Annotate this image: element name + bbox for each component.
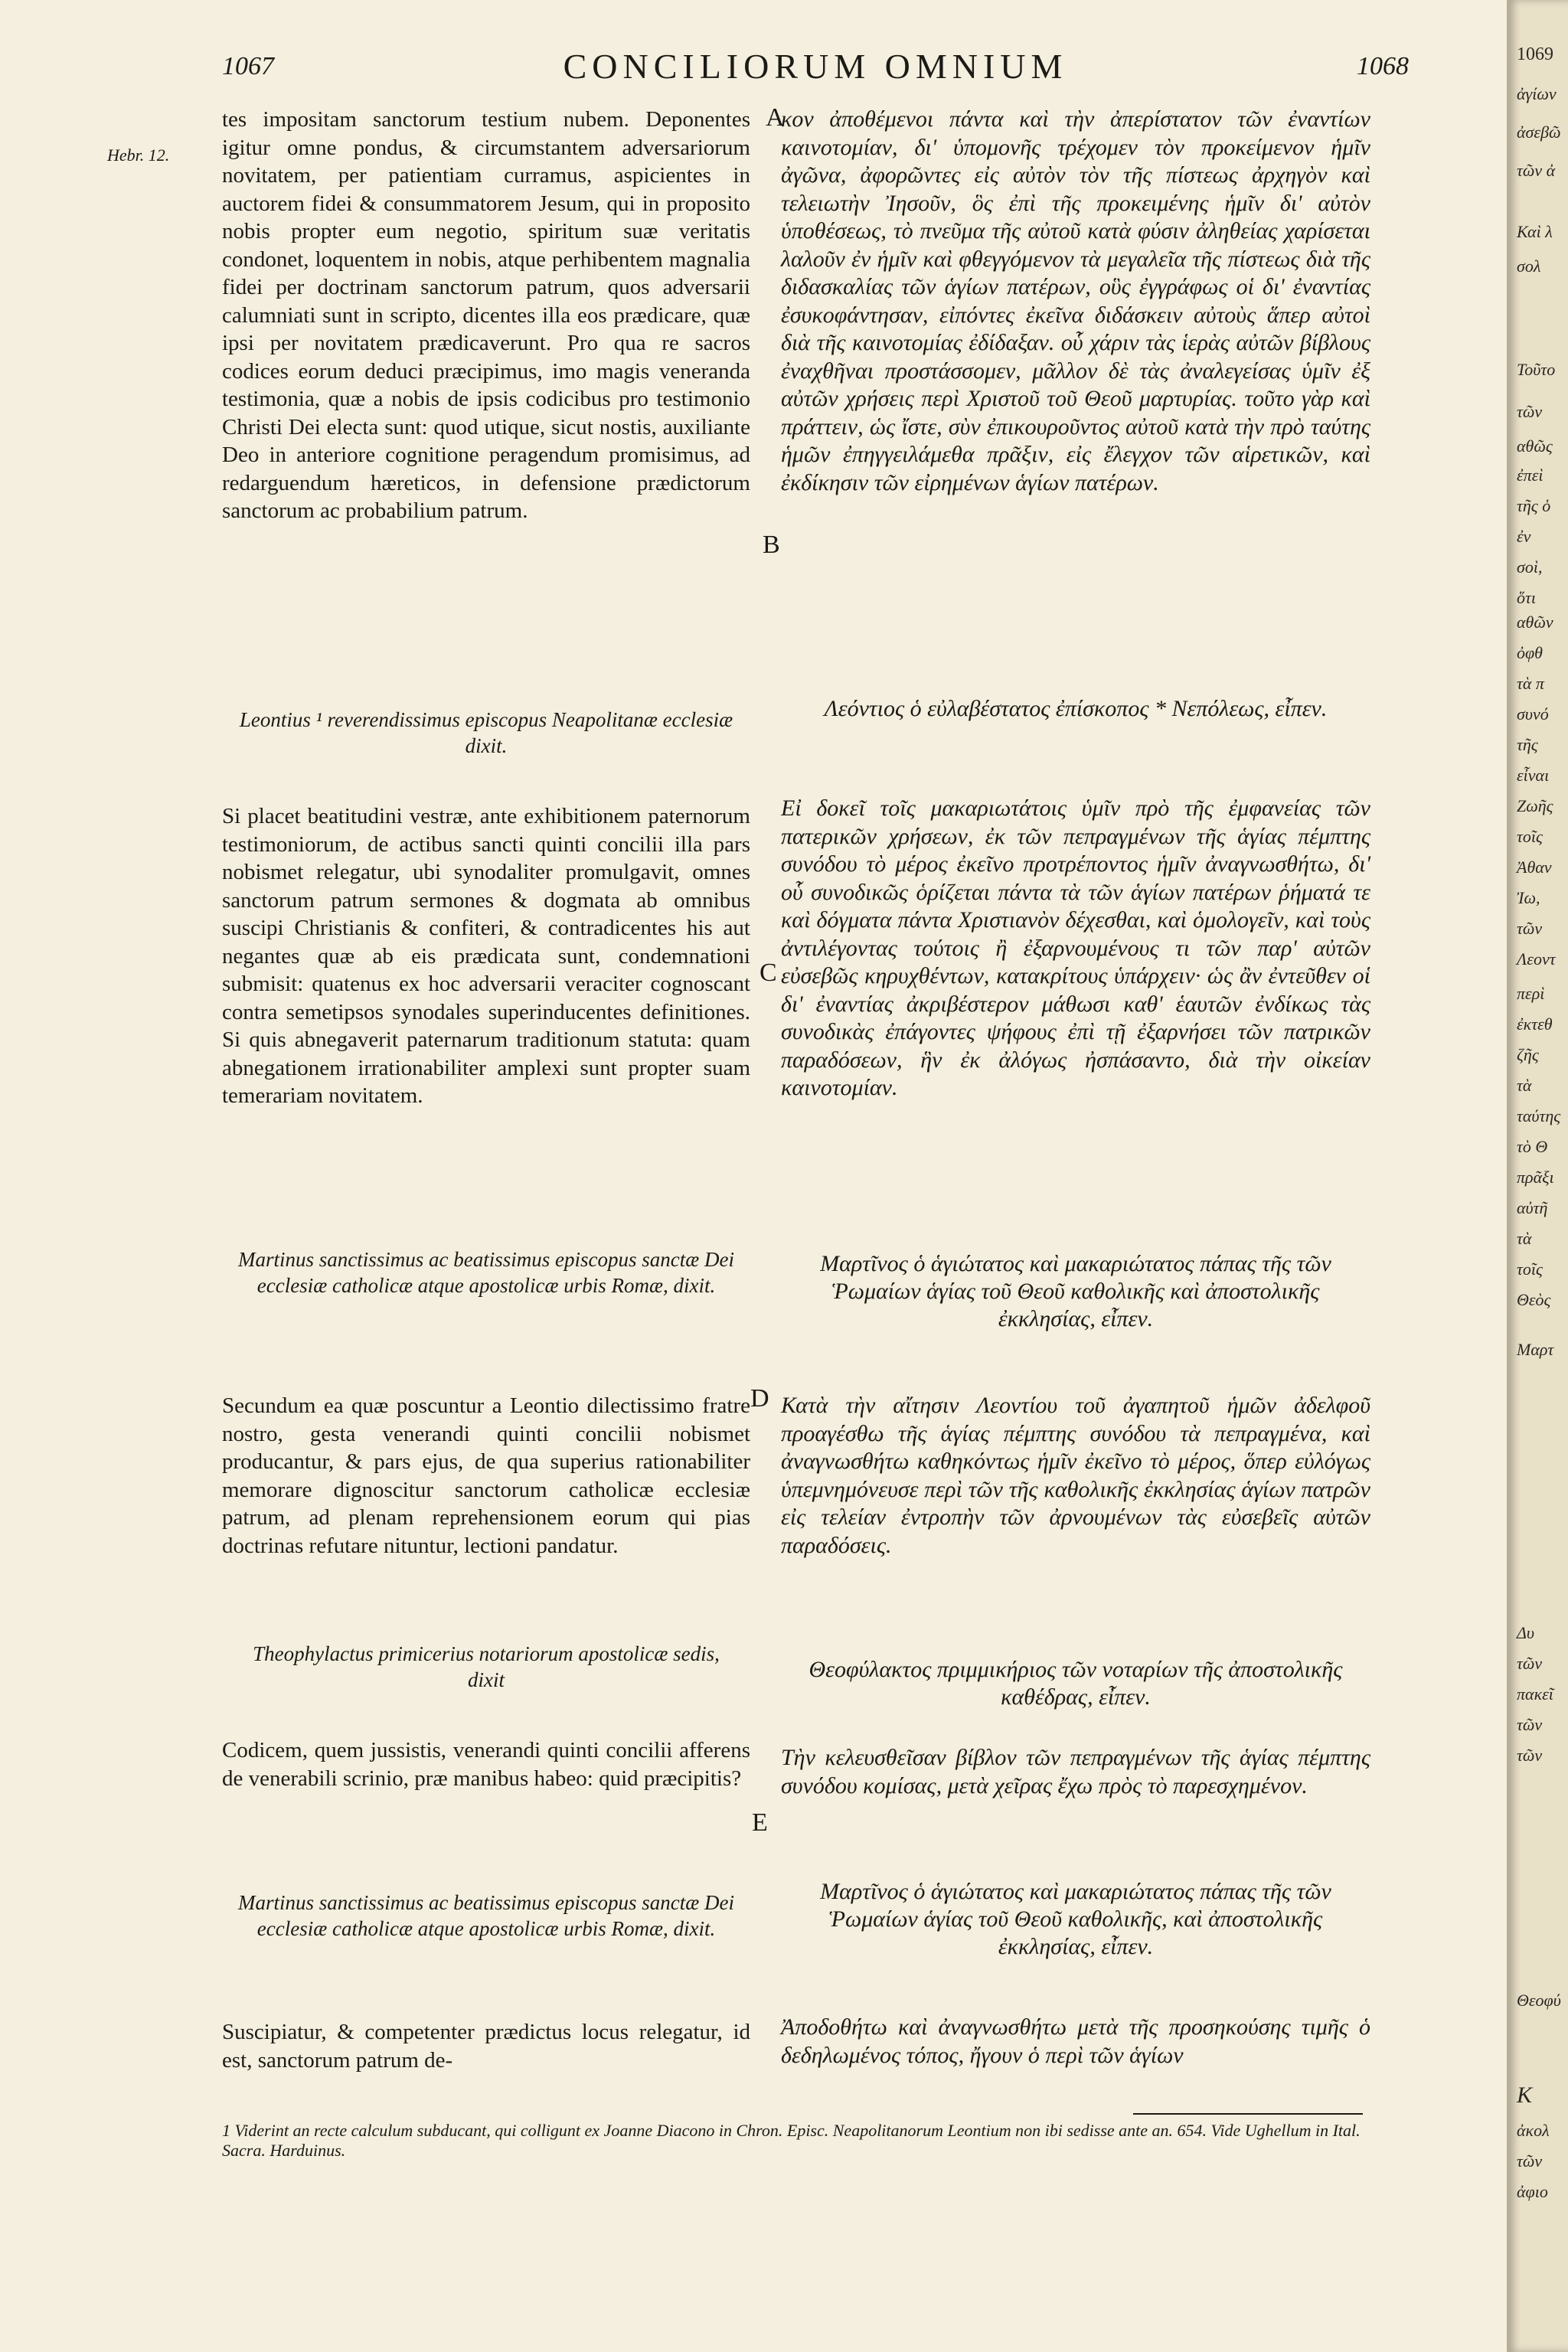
next-page-fragment: τὸ Θ	[1517, 1137, 1548, 1156]
running-title: CONCILIORUM OMNIUM	[563, 47, 1068, 86]
next-page-fragment: τῶν	[1517, 1715, 1543, 1734]
next-page-fragment: Θεοφύ	[1517, 1991, 1561, 2010]
next-page-fragment: Λεοντ	[1517, 949, 1556, 969]
next-page-fragment: τοῖς	[1517, 827, 1543, 846]
next-page-edge	[1507, 0, 1568, 2352]
section-marker-d: D	[750, 1384, 769, 1413]
latin-paragraph-5: Suscipiatur, & competenter prædictus locus relegatur, id est, sanctorum patrum de-	[222, 2020, 750, 2073]
next-page-number: 1069	[1517, 44, 1553, 64]
greek-paragraph-2: Εἰ δοκεῖ τοῖς μακαριωτάτοις ὑμῖν πρὸ τῆς ἐμφανείας τῶν πατερικῶν χρήσεων, ἐκ τῶν πεπραγμένων τῆς ἁγίας πέμπτης συνόδου τὸ μέρος ἐκεῖνο προτρέποντος ἡμῖν ἀναγνωσθήτω, δι' οὗ συνοδικῶς ὁρίζεται πάντα τὰ τῶν ἁγίων πατέρων ῥήματά τε καὶ δόγματα πάντα Χριστιανὸν δέχεσθαι, καὶ ὁμολογεῖν, καὶ τοὺς ἀντιλέγοντας τούτοις ἢ ἐξαρνουμένους τι τῶν παρ' αὐτῶν εὐσεβῶς κηρυχθέντων, κατακρίτους ὑπάρχειν· ὡς ἂν ἐντεῦθεν οἱ δι' ἐναντίας ἀκριβέστερον μάθωσι καθ' ἑαυτῶν ἐνδίκως τὰς συνοδικὰς ἐπάγοντες ψήφους ἐπὶ τῇ ἐξαρνήσει τῶν πατρικῶν παραδόσεων, ἣν ἐκ ἀλόγως ἠσπάσαντο, διὰ τὴν οἰκείαν καινοτομίαν.	[781, 795, 1370, 1100]
next-page-fragment: τῶν	[1517, 1654, 1543, 1673]
next-page-fragment: αθῶς	[1517, 436, 1553, 456]
page-header	[222, 46, 1409, 100]
greek-heading-leontius: Λεόντιος ὁ εὐλαβέστατος ἐπίσκοπος * Νεπόλεως, εἶπεν.	[824, 696, 1328, 721]
latin-paragraph-2: Si placet beatitudini vestræ, ante exhibitionem paternorum testimoniorum, de actibus sancti quinti concilii illa pars nobismet relegatur, ubi synodaliter promulgavit, omnes sanctorum patrum sermones & dogmata ab omnibus suscipi Christianis & confiteri, & contradicentes his aut negantes quæ ab eis prædicata sunt, condemnationi submisit: quatenus ex hoc adversarii veraciter cognoscant contra semetipsos synodales superinducentes definitiones. Si quis abnegaverit paternarum traditionum statuta: quam abnegationem irrationabiliter amplexi sunt propter suam temerariam novitatem.	[222, 804, 750, 1108]
next-page-fragment: Ζωῆς	[1517, 796, 1553, 815]
margin-note-hebr: Hebr. 12.	[107, 145, 170, 165]
next-page-fragment: τὰ	[1517, 1076, 1532, 1095]
latin-paragraph-3: Secundum ea quæ poscuntur a Leontio dilectissimo fratre nostro, gesta venerandi quinti concilii nobismet producantur, & pars ejus, de qua superius rationabiliter memorare dignoscitur sanctorum catholicæ ecclesiæ patrum, ad plenam reprehensionem eorum qui pias doctrinas refutare nituntur, lectioni pandatur.	[222, 1393, 750, 1558]
next-page-fragment: Κ	[1517, 2082, 1533, 2108]
next-page-fragment: τῶν	[1517, 402, 1543, 421]
next-page-fragment: ἀσεβῶ	[1517, 122, 1561, 142]
latin-heading-martinus-1: Martinus sanctissimus ac beatissimus episcopus sanctæ Dei ecclesiæ catholicæ atque apostolicæ urbis Romæ, dixit.	[238, 1248, 734, 1297]
next-page-fragment: Τοῦτο	[1517, 360, 1556, 379]
next-page-fragment: ἀκολ	[1517, 2121, 1550, 2140]
next-page-fragment: ἐκτεθ	[1517, 1014, 1553, 1034]
latin-paragraph-4: Codicem, quem jussistis, venerandi quinti concilii afferens de venerabili scrinio, præ manibus habeo: quid præcipitis?	[222, 1738, 750, 1791]
next-page-fragment: ὅτι	[1517, 588, 1536, 607]
latin-heading-theophylactus: Theophylactus primicerius notariorum apostolicæ sedis, dixit	[253, 1642, 720, 1691]
footnote: 1 Viderint an recte calculum subducant, qui colligunt ex Joanne Diacono in Chron. Episc. Neapolitanorum Leontium non ibi sedisse ante an. 654. Vide Ughellum in Ital. Sacra. Harduinus.	[222, 2121, 1361, 2160]
next-page-fragment: σολ	[1517, 256, 1541, 276]
next-page-fragment: εἶναι	[1517, 766, 1550, 785]
greek-heading-martinus-1: Μαρτῖνος ὁ ἁγιώτατος καὶ μακαριώτατος πάπας τῆς τῶν Ῥωμαίων ἁγίας τοῦ Θεοῦ καθολικῆς καὶ ἀποστολικῆς ἐκκλησίας, εἶπεν.	[820, 1251, 1331, 1331]
next-page-fragment: ζῆς	[1517, 1045, 1539, 1064]
next-page-fragment: αὐτῆ	[1517, 1198, 1548, 1217]
next-page-fragment: τὰ	[1517, 1229, 1532, 1248]
greek-paragraph-3: Κατὰ τὴν αἴτησιν Λεοντίου τοῦ ἀγαπητοῦ ἡμῶν ἀδελφοῦ προαγέσθω τῆς ἁγίας πέμπτης συνόδου τὰ πεπραγμένα, καὶ ἀναγνωσθήτω καθηκόντως ἡμῖν ἐκεῖνο τὸ μέρος, ὅπερ εὐλόγως ὑπεμνημόνευσε περὶ τῶν τῆς καθολικῆς ἐκκλησίας ἁγίων πατρῶν εἰς τελείαν ἐντροπὴν τῶν ἀρνουμένων τὰς εὐσεβεῖς αὐτῶν παραδόσεις.	[781, 1393, 1370, 1558]
page-number-left: 1067	[222, 52, 274, 80]
next-page-fragment: Ἀθαν	[1517, 858, 1552, 877]
next-page-fragment: τῆς ὁ	[1517, 496, 1551, 515]
next-page-fragment: ὀφθ	[1517, 643, 1543, 662]
next-page-fragment: Καὶ λ	[1517, 222, 1553, 241]
latin-heading-martinus-2: Martinus sanctissimus ac beatissimus episcopus sanctæ Dei ecclesiæ catholicæ atque apostolicæ urbis Romæ, dixit.	[238, 1891, 734, 1940]
next-page-fragment: τῶν ἀ	[1517, 161, 1556, 180]
section-marker-b: B	[763, 531, 780, 559]
section-marker-c: C	[760, 959, 777, 987]
next-page-fragment: πακεῖ	[1517, 1684, 1553, 1704]
greek-paragraph-5: Ἀποδοθήτω καὶ ἀναγνωσθήτω μετὰ τῆς προσηκούσης τιμῆς ὁ δεδηλωμένος τόπος, ἤγουν ὁ περὶ τῶν ἁγίων	[781, 2014, 1370, 2068]
next-page-fragment: ἀγίων	[1517, 84, 1557, 103]
next-page-fragment: τῶν	[1517, 2151, 1543, 2171]
footnote-rule	[1133, 2113, 1363, 2115]
section-marker-a: A	[766, 103, 785, 132]
next-page-fragment: Μαρτ	[1517, 1340, 1554, 1359]
section-marker-e: E	[752, 1808, 768, 1837]
next-page-fragment: συνό	[1517, 704, 1549, 724]
next-page-fragment: ἐπεὶ	[1517, 466, 1544, 485]
next-page-fragment: Θεὸς	[1517, 1290, 1551, 1309]
next-page-fragment: τῆς	[1517, 735, 1538, 754]
next-page-fragment: ἐν	[1517, 527, 1531, 546]
greek-paragraph-1: κον ἀποθέμενοι πάντα καὶ τὴν ἀπερίστατον τῶν ἐναντίων καινοτομίαν, δι' ὑπομονῆς τρέχομεν τὸν προκείμενον ἡμῖν ἀγῶνα, ἀφορῶντες εἰς αὐτὸν τὸν τῆς πίστεως ἀρχηγὸν καὶ τελειωτὴν Ἰησοῦν, ὃς ἐπὶ τῆς προκειμένης ἡμῖν δι' αὐτὸν ὑποθέσεως, τὸ πνεῦμα τῆς αὐτοῦ κατὰ φύσιν ἀληθείας χαρίσεται λαλοῦν ἐν ἡμῖν καὶ φθεγγόμενον τὰ μεγαλεῖα τῆς πίστεως διὰ τῆς διδασκαλίας τῶν ἁγίων πατέρων, οὓς ἐγγράφως οἱ δι' ἐναντίας ἐσυκοφάντησαν, εἰπόντες ἐκεῖνα διδάσκειν αὐτοὺς ἅπερ αὐτοὶ διὰ τῆς καινοτομίας ἐδίδαξαν. οὗ χάριν τὰς ἱερὰς αὐτῶν βίβλους ἐναχθῆναι προστάσσομεν, μᾶλλον δὲ τὰς ἀναλεγείσας ὑμῖν ἐξ αὐτῶν χρήσεις περὶ Χριστοῦ τοῦ Θεοῦ μαρτυρίας. τοῦτο γὰρ καὶ πράττειν, ὡς ἴστε, σὺν ἐπικουροῦντος αὐτοῦ κατὰ τὴν πρὸ ταύτης ἡμῶν ἐπηγγειλάμεθα πρᾶξιν, εἰς ἔλεγχον τῶν αἱρετικῶν, καὶ ἐκδίκησιν τῶν εἰρημένων ἁγίων πατέρων.	[781, 106, 1370, 495]
next-page-fragment: πρᾶξι	[1517, 1168, 1554, 1187]
next-page-fragment: ταύτης	[1517, 1106, 1561, 1125]
next-page-fragment: τὰ π	[1517, 674, 1544, 693]
next-page-fragment: αθῶν	[1517, 612, 1553, 632]
greek-heading-theophylactus: Θεοφύλακτος πριμμικήριος τῶν νοταρίων τῆς ἀποστολικῆς καθέδρας, εἶπεν.	[808, 1657, 1343, 1710]
latin-paragraph-1: tes impositam sanctorum testium nubem. Deponentes igitur omne pondus, & circumstantem adversariorum novitatem, per patientiam curramus, aspicientes in auctorem fidei & consummatorem Jesum, qui in proposito nobis propter eum negotio, spiritum suæ veritatis condonet, loquentem in nobis, atque perhibentem magnalia fidei per doctrinam sanctorum patrum, quos adversarii calumniati sunt in scripto, dicentes illa eos prædicare, quæ ipsi per novitatem prædicaverunt. Pro qua re sacros codices eorum deduci præcipimus, imo magis veneranda testimonia, quæ a nobis de ipsis codicibus pro testimonio Christi Dei electa sunt: quod utique, sicut nostis, auxiliante Deo in anteriore cognitione peragendum promisimus, ad redarguendum hæreticos, in defensione prædictorum sanctorum ac probabilium patrum.	[222, 107, 750, 523]
greek-paragraph-4: Τὴν κελευσθεῖσαν βίβλον τῶν πεπραγμένων τῆς ἁγίας πέμπτης συνόδου κομίσας, μετὰ χεῖρας ἔχω πρὸς τὸ παρεσχημένον.	[781, 1745, 1370, 1798]
latin-heading-leontius: Leontius ¹ reverendissimus episcopus Neapolitanæ ecclesiæ dixit.	[239, 708, 733, 757]
next-page-fragment: τῶν	[1517, 919, 1543, 938]
next-page-fragment: περὶ	[1517, 984, 1545, 1003]
next-page-fragment: τῶν	[1517, 1746, 1543, 1765]
page-number-right: 1068	[1357, 52, 1409, 80]
next-page-fragment: τοῖς	[1517, 1259, 1543, 1279]
next-page-fragment: Δυ	[1517, 1623, 1535, 1642]
next-page-fragment: σοὶ,	[1517, 557, 1543, 577]
greek-heading-martinus-2: Μαρτῖνος ὁ ἁγιώτατος καὶ μακαριώτατος πάπας τῆς τῶν Ῥωμαίων ἁγίας τοῦ Θεοῦ καθολικῆς, καὶ ἀποστολικῆς ἐκκλησίας, εἶπεν.	[820, 1879, 1331, 1959]
next-page-fragment: Ἰω,	[1517, 888, 1540, 907]
next-page-fragment: ἀφιο	[1517, 2182, 1548, 2201]
